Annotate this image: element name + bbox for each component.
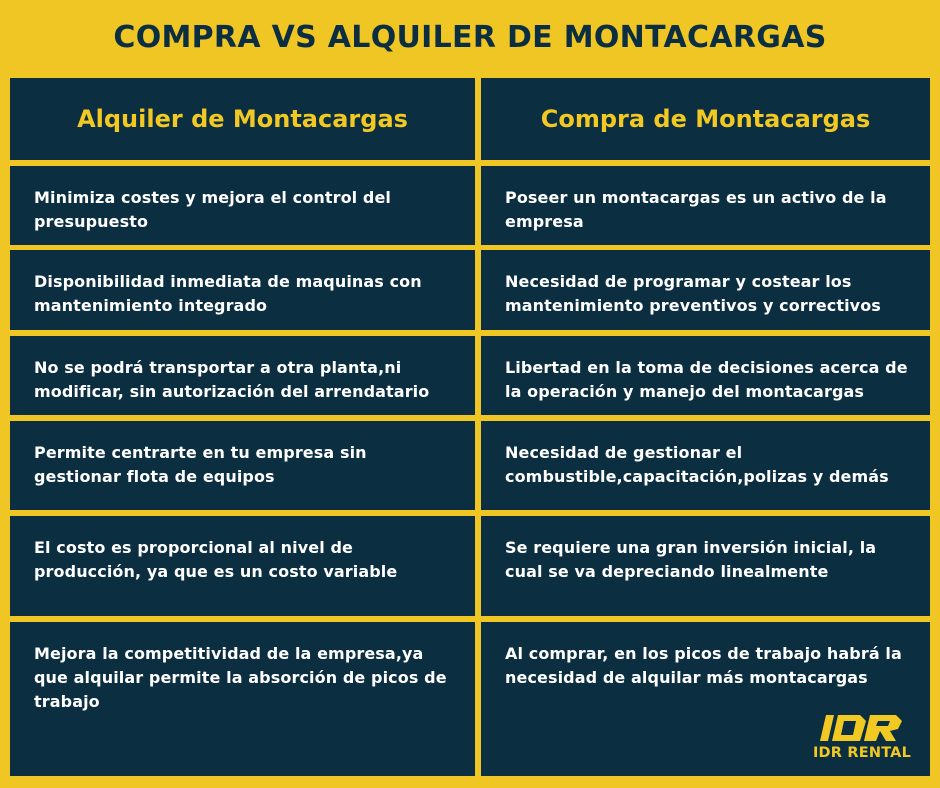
cell-text: Libertad en la toma de decisiones acerca de la operación y manejo del montacargas bbox=[505, 358, 908, 401]
page-title: COMPRA VS ALQUILER DE MONTACARGAS bbox=[113, 20, 827, 55]
row-3-compra bbox=[481, 336, 930, 415]
cell-text: Necesidad de gestionar el combustible,capacitación,polizas y demás bbox=[505, 443, 889, 486]
cell-text: No se podrá transportar a otra planta,ni modificar, sin autorización del arrendatario bbox=[34, 358, 430, 401]
cell-text: Permite centrarte en tu empresa sin gestionar flota de equipos bbox=[34, 443, 367, 486]
logo-text: IDR RENTAL bbox=[812, 745, 912, 761]
cell-text: Se requiere una gran inversión inicial, la cual se va depreciando linealmente bbox=[505, 538, 877, 581]
cell-text: El costo es proporcional al nivel de producción, ya que es un costo variable bbox=[34, 538, 398, 581]
idr-logo-icon bbox=[820, 715, 904, 741]
row-1-compra bbox=[481, 166, 930, 245]
cell-text: Mejora la competitividad de la empresa,ya que alquilar permite la absorción de picos de trabajo bbox=[34, 644, 447, 711]
row-5-alquiler bbox=[10, 516, 475, 616]
row-5-compra bbox=[481, 516, 930, 616]
header-alquiler bbox=[10, 78, 475, 160]
header-compra-label: Compra de Montacargas bbox=[540, 105, 871, 133]
row-2-compra bbox=[481, 250, 930, 330]
row-6-alquiler bbox=[10, 622, 475, 776]
row-3-alquiler bbox=[10, 336, 475, 415]
cell-text: Necesidad de programar y costear los mantenimiento preventivos y correctivos bbox=[505, 272, 881, 315]
header-compra bbox=[481, 78, 930, 160]
header-alquiler-label: Alquiler de Montacargas bbox=[77, 105, 408, 133]
row-4-alquiler bbox=[10, 421, 475, 510]
row-1-alquiler bbox=[10, 166, 475, 245]
idr-rental-logo bbox=[806, 715, 918, 765]
row-2-alquiler bbox=[10, 250, 475, 330]
cell-text: Minimiza costes y mejora el control del presupuesto bbox=[34, 188, 392, 231]
row-4-compra bbox=[481, 421, 930, 510]
cell-text: Poseer un montacargas es un activo de la empresa bbox=[505, 188, 887, 231]
cell-text: Disponibilidad inmediata de maquinas con mantenimiento integrado bbox=[34, 272, 422, 315]
cell-text: Al comprar, en los picos de trabajo habrá la necesidad de alquilar más montacargas bbox=[505, 644, 902, 687]
